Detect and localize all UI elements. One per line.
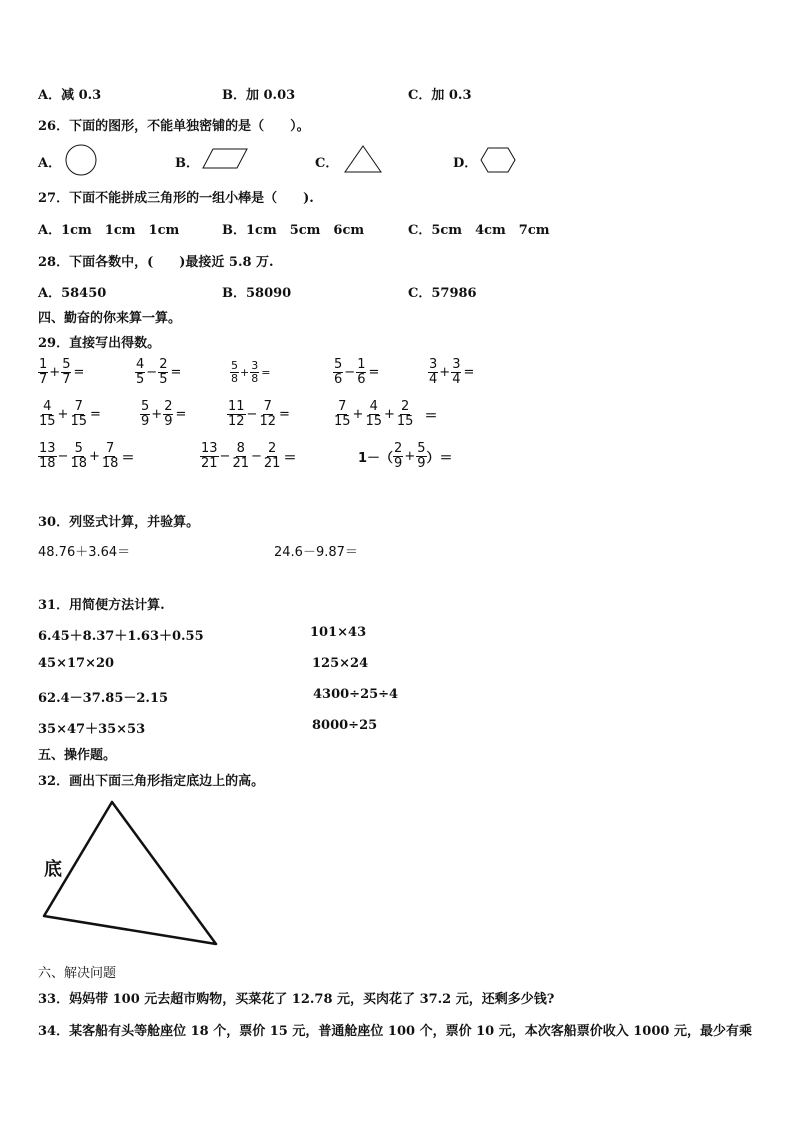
q30-title: 30．列竖式计算，并验算。 (38, 515, 200, 530)
q32-title: 32．画出下面三角形指定底边上的高。 (38, 774, 265, 789)
q29-expr-2-1: $\frac{4}{15}$ + $\frac{7}{15}$ = (39, 399, 101, 429)
q29-expr-1-2: $\frac{4}{5}$ − $\frac{2}{5}$ = (136, 357, 182, 387)
q31-title: 31．用简便方法计算. (38, 598, 165, 613)
q26-title: 26．下面的图形，不能单独密铺的是（ ）。 (38, 119, 310, 134)
q32-base-label: 底 (44, 859, 62, 880)
q29-expr-1-5: $\frac{3}{4}$ + $\frac{3}{4}$ = (429, 357, 475, 387)
q26-label-b: B． (175, 156, 199, 171)
q29-expr-2-3: $\frac{11}{12}$ − $\frac{7}{12}$ = (228, 399, 290, 429)
circle-icon (64, 143, 98, 177)
q29-expr-3-1: $\frac{13}{18}$ − $\frac{5}{18}$ + $\frac{7}{18}$ ＝ (39, 441, 135, 471)
q29-expr-1-1: $\frac{1}{7}$ + $\frac{5}{7}$ = (39, 357, 85, 387)
q31-left-4: 35×47＋35×53 (38, 722, 146, 737)
q29-title: 29．直接写出得数。 (38, 336, 161, 351)
q28-option-a: A．58450 (38, 286, 107, 301)
q25-option-a: A．减 0.3 (38, 88, 102, 103)
q33-text: 33．妈妈带 100 元去超市购物，买菜花了 12.78 元，买肉花了 37.2 元，还剩多少钱? (38, 992, 555, 1007)
q32-triangle (38, 798, 228, 952)
q27-option-c: C．5cm 4cm 7cm (408, 223, 550, 238)
q31-right-2: 125×24 (312, 656, 369, 671)
q26-label-a: A． (38, 156, 62, 171)
q26-label-c: C． (315, 156, 339, 171)
q29-expr-2-4: $\frac{7}{15}$ + $\frac{4}{15}$ + $\frac{2}{15}$ ＝ (334, 399, 438, 429)
q27-option-a: A．1cm 1cm 1cm (38, 223, 180, 238)
section-5-heading: 五、操作题。 (38, 748, 117, 763)
q31-left-1: 6.45＋8.37＋1.63＋0.55 (38, 629, 204, 644)
q30-expr-2: 24.6－9.87＝ (274, 545, 358, 560)
q27-option-b: B．1cm 5cm 6cm (222, 223, 365, 238)
q29-expr-1-3: $\frac{5}{8}$ + $\frac{3}{8}$ = (231, 359, 271, 385)
q31-right-3: 4300÷25÷4 (313, 687, 399, 702)
q31-right-4: 8000÷25 (312, 718, 378, 733)
q30-expr-1: 48.76＋3.64＝ (38, 545, 131, 560)
q29-expr-2-2: $\frac{5}{9}$ + $\frac{2}{9}$ = (141, 399, 187, 429)
q29-expr-3-3: 1－（ $\frac{2}{9}$ + $\frac{5}{9}$ ）＝ (358, 441, 453, 471)
q31-left-3: 62.4－37.85－2.15 (38, 691, 169, 706)
q29-expr-3-2: $\frac{13}{21}$ − $\frac{8}{21}$ − $\frac{2}{21}$ ＝ (201, 441, 297, 471)
q31-right-1: 101×43 (310, 625, 367, 640)
q27-title: 27．下面不能拼成三角形的一组小棒是（ ). (38, 191, 314, 206)
triangle-icon (343, 144, 383, 174)
q26-label-d: D． (453, 156, 478, 171)
q31-left-2: 45×17×20 (38, 656, 115, 671)
q28-title: 28．下面各数中，( )最接近 5.8 万. (38, 255, 274, 270)
q34-text: 34．某客船有头等舱座位 18 个，票价 15 元，普通舱座位 100 个，票价 10 元，本次客船票价收入 1000 元，最少有乘 (38, 1024, 752, 1039)
q29-expr-1-4: $\frac{5}{6}$ − $\frac{1}{6}$ = (334, 357, 380, 387)
q28-option-b: B．58090 (222, 286, 292, 301)
q25-option-b: B．加 0.03 (222, 88, 296, 103)
q28-option-c: C．57986 (408, 286, 477, 301)
section-6-heading: 六、解决问题 (38, 966, 117, 981)
parallelogram-icon (201, 147, 249, 171)
q25-option-c: C．加 0.3 (408, 88, 472, 103)
section-4-heading: 四、勤奋的你来算一算。 (38, 311, 182, 326)
hexagon-icon (479, 146, 517, 174)
